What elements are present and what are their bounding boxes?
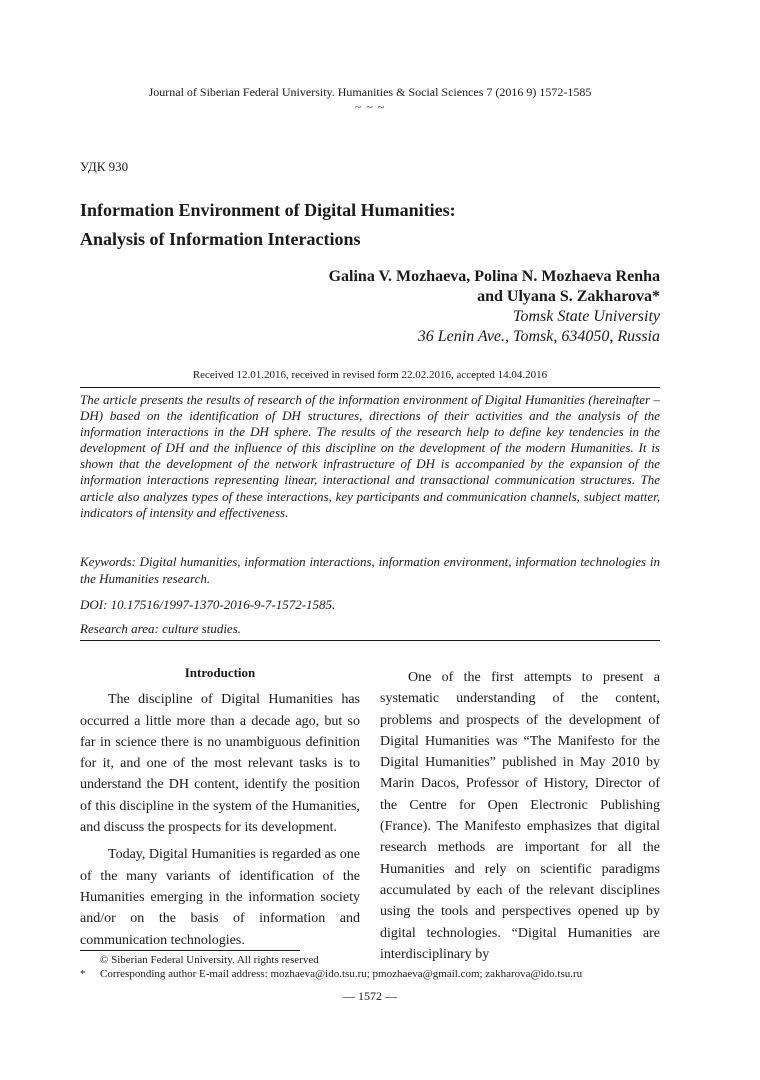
received-dates: Received 12.01.2016, received in revised form 22.02.2016, accepted 14.04.2016 <box>192 369 548 381</box>
abstract-top-rule <box>80 387 660 388</box>
paragraph: One of the first attempts to present a systematic understanding of the content, problems and prospects of the development of Digital Humanities was “The Manifesto for the Digital Humanities” published in May 2010 by Marin Dacos, Professor of History, Director of the Centre for Open Electronic Publishing (France). The Manifesto emphasizes that digital research methods are important for all the Humanities and rely on scientific paradigms accumulated by each of the relevant disciplines using the tools and perspectives opened up by digital technologies. “Digital Humanities are interdisciplinary by <box>380 670 660 962</box>
address: 36 Lenin Ave., Tomsk, 634050, Russia <box>417 328 660 345</box>
journal-header: Journal of Siberian Federal University. Humanities & Social Sciences 7 (2016 9) 1572-1585 <box>148 85 592 99</box>
page-number: — 1572 — <box>343 989 397 1003</box>
footnote-corresponding <box>80 967 582 981</box>
authors-line-1: Galina V. Mozhaeva, Polina N. Mozhaeva Renha <box>328 268 660 285</box>
abstract: The article presents the results of research of the information environment of Digital Humanities (hereinafter – DH) based on the identification of DH structures, directions of their activities and the analysis of the information interactions in the DH sphere. The results of the research help to define key tendencies in the development of DH and the influence of this discipline on the development of the modern Humanities. It is shown that the development of the network infrastructure of DH is accompanied by the expansion of the information interactions representing linear, interactional and transactional communication structures. The article also analyzes types of these interactions, key participants and communication channels, subject matter, indicators of intensity and effectiveness. <box>80 392 660 520</box>
author-block <box>160 267 660 347</box>
header-separator: ~ ~ ~ <box>354 100 386 114</box>
title-line-1: Information Environment of Digital Humanities: <box>80 200 456 220</box>
doi: DOI: 10.17516/1997-1370-2016-9-7-1572-1585. <box>80 597 336 612</box>
corresponding-email: Corresponding author E-mail address: mozhaeva@ido.tsu.ru; pmozhaeva@gmail.com; zakharova@ido.tsu.ru <box>100 968 583 980</box>
keywords: Keywords: Digital humanities, information interactions, information environment, information technologies in the Humanities research. <box>80 554 660 586</box>
paragraph: Today, Digital Humanities is regarded as one of the many variants of identification of the Humanities emerging in the information society and/or on the basis of information and communication technologies. <box>80 847 360 948</box>
footnote-rule <box>80 950 300 951</box>
footnote-copyright <box>80 953 319 967</box>
udc-code: УДК 930 <box>80 159 129 174</box>
affiliation: Tomsk State University <box>513 308 660 325</box>
title-line-2: Analysis of Information Interactions <box>80 229 361 249</box>
section-heading-introduction: Introduction <box>184 665 256 680</box>
article-title <box>80 196 670 254</box>
copyright-text: © Siberian Federal University. All rights reserved <box>100 954 319 966</box>
footnote-mark: * <box>80 968 86 980</box>
research-area: Research area: culture studies. <box>80 621 242 636</box>
abstract-bottom-rule <box>80 640 660 641</box>
paragraph: The discipline of Digital Humanities has occurred a little more than a decade ago, but so far in science there is no unambiguous definition for it, and one of the most relevant tasks is to understand the DH content, identify the position of this discipline in the system of the Humanities, and discuss the prospects for its development. <box>80 692 360 836</box>
authors-line-2: and Ulyana S. Zakharova* <box>477 288 660 305</box>
body-column-right <box>380 667 660 965</box>
body-column-left <box>80 662 360 951</box>
